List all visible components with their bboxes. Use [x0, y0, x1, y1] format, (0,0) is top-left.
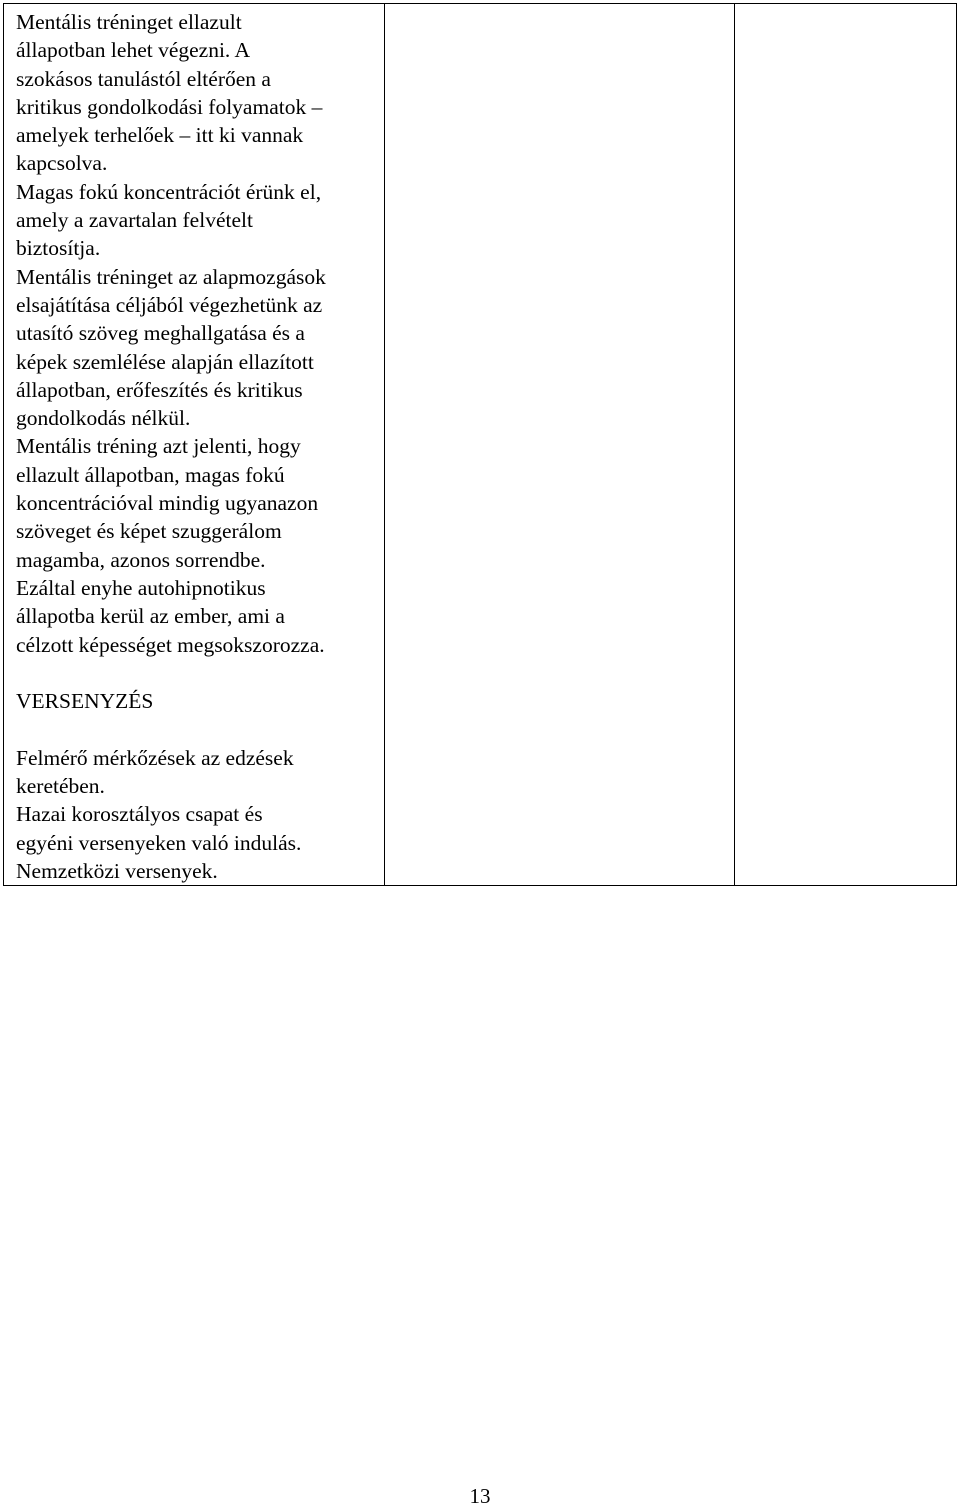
paragraph-domestic-competitions: Hazai korosztályos csapat és egyéni versenyeken való indulás. — [16, 802, 302, 855]
table-cell-empty — [385, 4, 735, 886]
paragraph-concentration: Magas fokú koncentrációt érünk el, amely a zavartalan felvételt biztosítja. — [16, 179, 322, 261]
table-cell-text — [4, 4, 385, 886]
paragraph-basic-movements: Mentális tréninget az alapmozgások elsajátítása céljából végezhetünk az utasító szöveg meghallgatása és a képek szemlélése alapján ellazított állapotban, erőfeszítés és kritikus gondolkodás nélkül. — [16, 264, 326, 431]
paragraph-autohypnotic-state: Ezáltal enyhe autohipnotikus állapotba kerül az ember, ami a célzott képességet megsokszorozza. — [16, 575, 325, 657]
table-cell-empty — [735, 4, 957, 886]
section-heading-versenyzes: VERSENYZÉS — [16, 689, 154, 714]
content-table — [3, 3, 957, 886]
paragraph-relaxed-state: Mentális tréninget ellazult állapotban lehet végezni. A szokásos tanulástól eltérően a kritikus gondolkodási folyamatok – amelyek terhelőek – itt ki vannak kapcsolva. — [16, 10, 323, 176]
paragraph-assessment-matches: Felmérő mérkőzések az edzések keretében. — [16, 745, 294, 799]
spacer — [16, 659, 384, 687]
cell-content — [4, 4, 384, 885]
page-number: 13 — [469, 1484, 491, 1508]
paragraph-mental-training-meaning: Mentális tréning azt jelenti, hogy ellazult állapotban, magas fokú koncentrációval mindig ugyanazon szöveget és képet szuggerálom magamba, azonos sorrendbe. — [16, 434, 319, 572]
paragraph-international-competitions: Nemzetközi versenyek. — [16, 858, 218, 883]
table-row — [4, 4, 957, 886]
spacer — [16, 715, 384, 743]
